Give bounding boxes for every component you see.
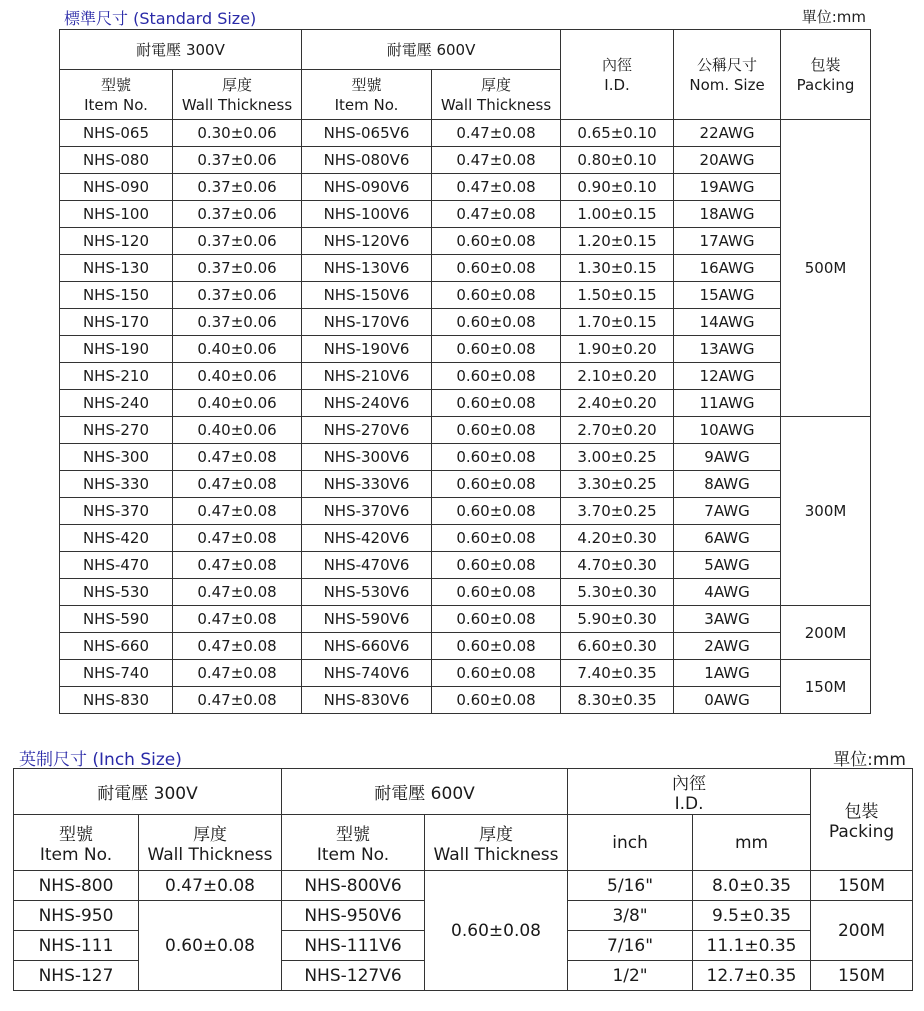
table-row xyxy=(60,525,871,552)
inner-diameter-mm-cell: 12.7±0.35 xyxy=(693,961,811,991)
standard-size-table xyxy=(59,29,871,714)
nominal-size-cell: 14AWG xyxy=(674,309,781,336)
inner-diameter-cell: 0.90±0.10 xyxy=(561,174,674,201)
inner-diameter-cell: 4.70±0.30 xyxy=(561,552,674,579)
item-no-600v-cell: NHS-270V6 xyxy=(302,417,432,444)
nominal-size-cell: 8AWG xyxy=(674,471,781,498)
wall-thickness-cell: 0.40±0.06 xyxy=(173,390,302,417)
table-row xyxy=(60,336,871,363)
item-no-600v-cell: NHS-150V6 xyxy=(302,282,432,309)
inner-diameter-cell: 3.30±0.25 xyxy=(561,471,674,498)
nominal-size-cell: 6AWG xyxy=(674,525,781,552)
wall-thickness-600v-header: 厚度 Wall Thickness xyxy=(425,815,568,871)
wall-thickness-cell: 0.30±0.06 xyxy=(173,120,302,147)
packing-cell: 200M xyxy=(811,901,913,961)
nominal-size-header: 公稱尺寸 Nom. Size xyxy=(674,30,781,120)
wall-thickness-cell: 0.37±0.06 xyxy=(173,147,302,174)
table-row xyxy=(60,201,871,228)
table-row xyxy=(60,174,871,201)
table-row xyxy=(60,552,871,579)
standard-size-title: 標準尺寸 (Standard Size) xyxy=(64,9,257,28)
item-no-600v-cell: NHS-470V6 xyxy=(302,552,432,579)
wall-thickness-300v-header: 厚度 Wall Thickness xyxy=(139,815,282,871)
table-row xyxy=(60,606,871,633)
packing-cell: 300M xyxy=(781,417,871,606)
wall-thickness-cell: 0.47±0.08 xyxy=(173,525,302,552)
wall-thickness-600v-cell: 0.60±0.08 xyxy=(432,498,561,525)
inner-diameter-cell: 3.00±0.25 xyxy=(561,444,674,471)
inner-diameter-cell: 8.30±0.35 xyxy=(561,687,674,714)
wall-thickness-cell: 0.47±0.08 xyxy=(139,871,282,901)
item-no-600v-cell: NHS-127V6 xyxy=(282,961,425,991)
wall-thickness-600v-cell: 0.60±0.08 xyxy=(432,471,561,498)
table-row xyxy=(60,660,871,687)
wall-thickness-cell: 0.47±0.08 xyxy=(173,444,302,471)
item-no-cell: NHS-830 xyxy=(60,687,173,714)
standard-unit-label: 單位:mm xyxy=(801,8,866,26)
nominal-size-cell: 1AWG xyxy=(674,660,781,687)
item-no-600v-cell: NHS-530V6 xyxy=(302,579,432,606)
inner-diameter-cell: 7.40±0.35 xyxy=(561,660,674,687)
item-no-300v-header: 型號 Item No. xyxy=(14,815,139,871)
wall-thickness-600v-cell: 0.47±0.08 xyxy=(432,120,561,147)
item-no-cell: NHS-950 xyxy=(14,901,139,931)
wall-thickness-cell: 0.37±0.06 xyxy=(173,255,302,282)
inner-diameter-header: 內徑 I.D. xyxy=(561,30,674,120)
voltage-600v-header: 耐電壓 600V xyxy=(302,30,561,70)
voltage-600v-header: 耐電壓 600V xyxy=(282,769,568,815)
inner-diameter-cell: 4.20±0.30 xyxy=(561,525,674,552)
wall-thickness-600v-cell: 0.60±0.08 xyxy=(432,282,561,309)
item-no-cell: NHS-127 xyxy=(14,961,139,991)
inner-diameter-mm-cell: 8.0±0.35 xyxy=(693,871,811,901)
wall-thickness-600v-cell: 0.47±0.08 xyxy=(432,147,561,174)
table-row xyxy=(60,147,871,174)
wall-thickness-cell: 0.47±0.08 xyxy=(173,660,302,687)
item-no-600v-cell: NHS-590V6 xyxy=(302,606,432,633)
item-no-600v-cell: NHS-120V6 xyxy=(302,228,432,255)
nominal-size-cell: 20AWG xyxy=(674,147,781,174)
voltage-300v-header: 耐電壓 300V xyxy=(60,30,302,70)
wall-thickness-cell: 0.60±0.08 xyxy=(139,901,282,991)
item-no-cell: NHS-530 xyxy=(60,579,173,606)
wall-thickness-600v-cell: 0.60±0.08 xyxy=(432,417,561,444)
packing-cell: 150M xyxy=(811,871,913,901)
nominal-size-cell: 15AWG xyxy=(674,282,781,309)
item-no-600v-cell: NHS-330V6 xyxy=(302,471,432,498)
item-no-cell: NHS-150 xyxy=(60,282,173,309)
item-no-cell: NHS-130 xyxy=(60,255,173,282)
wall-thickness-cell: 0.47±0.08 xyxy=(173,471,302,498)
wall-thickness-600v-cell: 0.60±0.08 xyxy=(425,871,568,991)
inner-diameter-inch-cell: 5/16" xyxy=(568,871,693,901)
table-row xyxy=(60,417,871,444)
item-no-600v-cell: NHS-100V6 xyxy=(302,201,432,228)
wall-thickness-cell: 0.37±0.06 xyxy=(173,228,302,255)
table-row xyxy=(60,390,871,417)
item-no-cell: NHS-120 xyxy=(60,228,173,255)
inner-diameter-mm-cell: 11.1±0.35 xyxy=(693,931,811,961)
inner-diameter-cell: 1.20±0.15 xyxy=(561,228,674,255)
nominal-size-cell: 12AWG xyxy=(674,363,781,390)
wall-thickness-cell: 0.47±0.08 xyxy=(173,606,302,633)
nominal-size-cell: 9AWG xyxy=(674,444,781,471)
inner-diameter-cell: 3.70±0.25 xyxy=(561,498,674,525)
wall-thickness-600v-header: 厚度 Wall Thickness xyxy=(432,70,561,120)
table-row xyxy=(60,120,871,147)
inner-diameter-mm-cell: 9.5±0.35 xyxy=(693,901,811,931)
item-no-cell: NHS-470 xyxy=(60,552,173,579)
item-no-cell: NHS-100 xyxy=(60,201,173,228)
inner-diameter-cell: 1.90±0.20 xyxy=(561,336,674,363)
item-no-600v-cell: NHS-111V6 xyxy=(282,931,425,961)
wall-thickness-600v-cell: 0.47±0.08 xyxy=(432,201,561,228)
wall-thickness-cell: 0.40±0.06 xyxy=(173,363,302,390)
inch-unit-label: 單位:mm xyxy=(833,750,906,770)
inner-diameter-cell: 1.50±0.15 xyxy=(561,282,674,309)
inner-diameter-mm-header: mm xyxy=(693,815,811,871)
table-row xyxy=(14,871,913,901)
nominal-size-cell: 17AWG xyxy=(674,228,781,255)
inch-size-table xyxy=(13,768,913,991)
wall-thickness-cell: 0.40±0.06 xyxy=(173,336,302,363)
wall-thickness-600v-cell: 0.47±0.08 xyxy=(432,174,561,201)
inner-diameter-cell: 2.70±0.20 xyxy=(561,417,674,444)
wall-thickness-cell: 0.37±0.06 xyxy=(173,282,302,309)
item-no-cell: NHS-240 xyxy=(60,390,173,417)
packing-cell: 150M xyxy=(811,961,913,991)
nominal-size-cell: 16AWG xyxy=(674,255,781,282)
item-no-cell: NHS-210 xyxy=(60,363,173,390)
nominal-size-cell: 19AWG xyxy=(674,174,781,201)
wall-thickness-cell: 0.37±0.06 xyxy=(173,309,302,336)
item-no-600v-cell: NHS-080V6 xyxy=(302,147,432,174)
inner-diameter-cell: 6.60±0.30 xyxy=(561,633,674,660)
wall-thickness-600v-cell: 0.60±0.08 xyxy=(432,336,561,363)
item-no-cell: NHS-420 xyxy=(60,525,173,552)
item-no-600v-cell: NHS-660V6 xyxy=(302,633,432,660)
nominal-size-cell: 22AWG xyxy=(674,120,781,147)
table-row xyxy=(60,633,871,660)
item-no-600v-cell: NHS-420V6 xyxy=(302,525,432,552)
wall-thickness-cell: 0.47±0.08 xyxy=(173,633,302,660)
item-no-600v-header: 型號 Item No. xyxy=(302,70,432,120)
inner-diameter-inch-cell: 1/2" xyxy=(568,961,693,991)
inner-diameter-cell: 0.65±0.10 xyxy=(561,120,674,147)
item-no-cell: NHS-190 xyxy=(60,336,173,363)
item-no-600v-cell: NHS-190V6 xyxy=(302,336,432,363)
wall-thickness-600v-cell: 0.60±0.08 xyxy=(432,390,561,417)
wall-thickness-600v-cell: 0.60±0.08 xyxy=(432,579,561,606)
item-no-cell: NHS-111 xyxy=(14,931,139,961)
nominal-size-cell: 13AWG xyxy=(674,336,781,363)
inner-diameter-cell: 1.30±0.15 xyxy=(561,255,674,282)
inner-diameter-cell: 2.40±0.20 xyxy=(561,390,674,417)
item-no-cell: NHS-065 xyxy=(60,120,173,147)
wall-thickness-600v-cell: 0.60±0.08 xyxy=(432,552,561,579)
inner-diameter-inch-cell: 7/16" xyxy=(568,931,693,961)
table-row xyxy=(60,687,871,714)
nominal-size-cell: 3AWG xyxy=(674,606,781,633)
item-no-cell: NHS-800 xyxy=(14,871,139,901)
item-no-cell: NHS-740 xyxy=(60,660,173,687)
inch-size-title: 英制尺寸 (Inch Size) xyxy=(19,750,182,770)
table-row xyxy=(60,471,871,498)
wall-thickness-cell: 0.47±0.08 xyxy=(173,552,302,579)
nominal-size-cell: 0AWG xyxy=(674,687,781,714)
nominal-size-cell: 5AWG xyxy=(674,552,781,579)
inner-diameter-inch-cell: 3/8" xyxy=(568,901,693,931)
table-row xyxy=(60,282,871,309)
wall-thickness-600v-cell: 0.60±0.08 xyxy=(432,633,561,660)
item-no-cell: NHS-660 xyxy=(60,633,173,660)
inner-diameter-cell: 5.90±0.30 xyxy=(561,606,674,633)
nominal-size-cell: 2AWG xyxy=(674,633,781,660)
item-no-600v-cell: NHS-830V6 xyxy=(302,687,432,714)
item-no-cell: NHS-300 xyxy=(60,444,173,471)
packing-header: 包裝 Packing xyxy=(781,30,871,120)
packing-header: 包裝 Packing xyxy=(811,769,913,871)
inner-diameter-inch-header: inch xyxy=(568,815,693,871)
item-no-600v-cell: NHS-240V6 xyxy=(302,390,432,417)
inner-diameter-cell: 1.70±0.15 xyxy=(561,309,674,336)
item-no-cell: NHS-330 xyxy=(60,471,173,498)
wall-thickness-cell: 0.37±0.06 xyxy=(173,201,302,228)
nominal-size-cell: 18AWG xyxy=(674,201,781,228)
inner-diameter-cell: 1.00±0.15 xyxy=(561,201,674,228)
wall-thickness-600v-cell: 0.60±0.08 xyxy=(432,606,561,633)
voltage-300v-header: 耐電壓 300V xyxy=(14,769,282,815)
nominal-size-cell: 4AWG xyxy=(674,579,781,606)
item-no-cell: NHS-170 xyxy=(60,309,173,336)
item-no-cell: NHS-370 xyxy=(60,498,173,525)
item-no-cell: NHS-080 xyxy=(60,147,173,174)
standard-size-rows xyxy=(60,120,871,714)
wall-thickness-600v-cell: 0.60±0.08 xyxy=(432,228,561,255)
item-no-cell: NHS-270 xyxy=(60,417,173,444)
packing-cell: 500M xyxy=(781,120,871,417)
table-row xyxy=(60,309,871,336)
wall-thickness-600v-cell: 0.60±0.08 xyxy=(432,309,561,336)
wall-thickness-600v-cell: 0.60±0.08 xyxy=(432,525,561,552)
wall-thickness-600v-cell: 0.60±0.08 xyxy=(432,687,561,714)
item-no-600v-cell: NHS-090V6 xyxy=(302,174,432,201)
item-no-cell: NHS-590 xyxy=(60,606,173,633)
item-no-600v-cell: NHS-170V6 xyxy=(302,309,432,336)
nominal-size-cell: 10AWG xyxy=(674,417,781,444)
wall-thickness-600v-cell: 0.60±0.08 xyxy=(432,444,561,471)
table-row xyxy=(60,579,871,606)
wall-thickness-300v-header: 厚度 Wall Thickness xyxy=(173,70,302,120)
nominal-size-cell: 7AWG xyxy=(674,498,781,525)
inch-size-rows xyxy=(14,871,913,991)
table-row xyxy=(60,255,871,282)
packing-cell: 200M xyxy=(781,606,871,660)
item-no-600v-cell: NHS-950V6 xyxy=(282,901,425,931)
inner-diameter-cell: 0.80±0.10 xyxy=(561,147,674,174)
inner-diameter-header: 內徑 I.D. xyxy=(568,769,811,815)
table-row xyxy=(60,363,871,390)
item-no-600v-cell: NHS-740V6 xyxy=(302,660,432,687)
item-no-600v-cell: NHS-210V6 xyxy=(302,363,432,390)
inner-diameter-cell: 5.30±0.30 xyxy=(561,579,674,606)
item-no-600v-cell: NHS-370V6 xyxy=(302,498,432,525)
wall-thickness-600v-cell: 0.60±0.08 xyxy=(432,660,561,687)
wall-thickness-cell: 0.47±0.08 xyxy=(173,579,302,606)
table-row xyxy=(60,228,871,255)
wall-thickness-600v-cell: 0.60±0.08 xyxy=(432,255,561,282)
wall-thickness-cell: 0.40±0.06 xyxy=(173,417,302,444)
nominal-size-cell: 11AWG xyxy=(674,390,781,417)
table-row xyxy=(60,498,871,525)
inner-diameter-cell: 2.10±0.20 xyxy=(561,363,674,390)
wall-thickness-cell: 0.47±0.08 xyxy=(173,687,302,714)
table-row xyxy=(60,444,871,471)
item-no-600v-cell: NHS-065V6 xyxy=(302,120,432,147)
wall-thickness-cell: 0.37±0.06 xyxy=(173,174,302,201)
item-no-600v-cell: NHS-300V6 xyxy=(302,444,432,471)
item-no-cell: NHS-090 xyxy=(60,174,173,201)
item-no-600v-cell: NHS-130V6 xyxy=(302,255,432,282)
item-no-300v-header: 型號 Item No. xyxy=(60,70,173,120)
wall-thickness-cell: 0.47±0.08 xyxy=(173,498,302,525)
packing-cell: 150M xyxy=(781,660,871,714)
item-no-600v-header: 型號 Item No. xyxy=(282,815,425,871)
wall-thickness-600v-cell: 0.60±0.08 xyxy=(432,363,561,390)
item-no-600v-cell: NHS-800V6 xyxy=(282,871,425,901)
